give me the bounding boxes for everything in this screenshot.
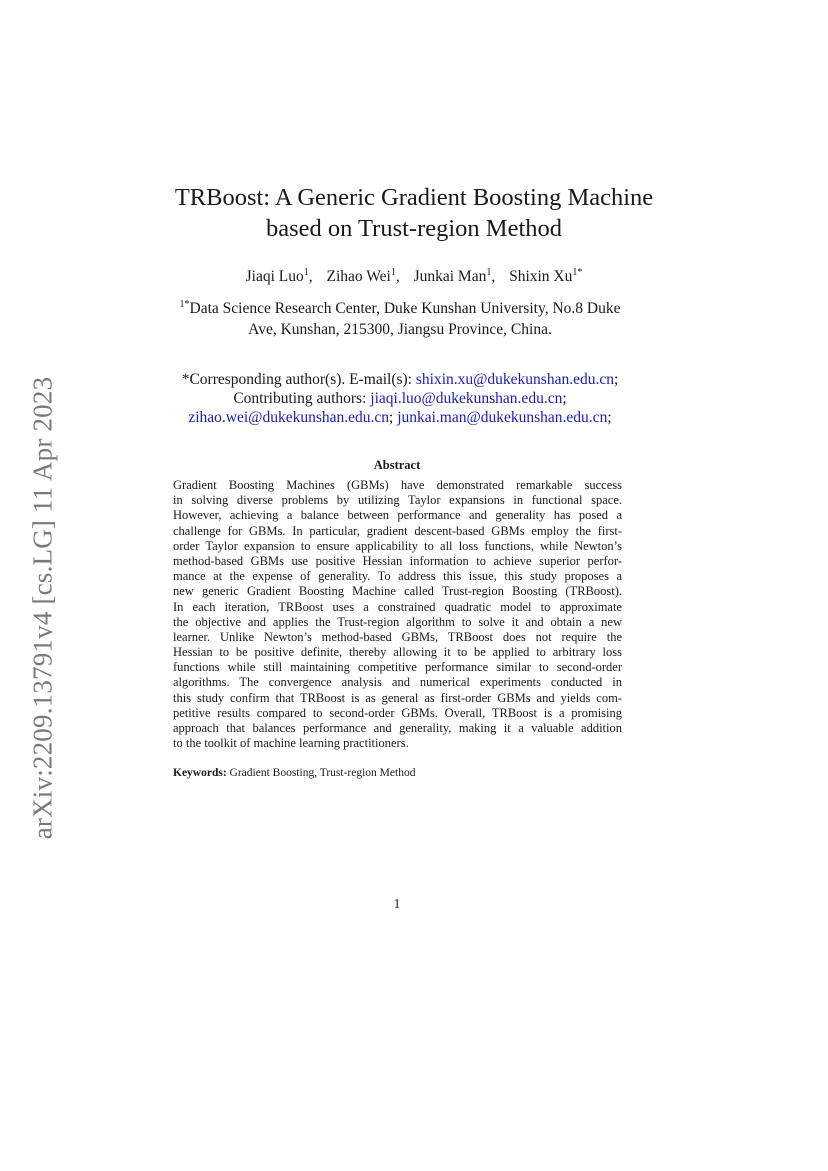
author-name: Zihao Wei [326, 268, 391, 285]
affiliation-line-2: Ave, Kunshan, 215300, Jiangsu Province, China. [248, 321, 552, 338]
corresponding-email-link[interactable]: shixin.xu@dukekunshan.edu.cn [415, 371, 614, 388]
email-separator: ; [607, 409, 612, 426]
paper-title [0, 182, 828, 244]
keywords [173, 767, 415, 779]
arxiv-identifier-stamp: arXiv:2209.13791v4 [cs.LG] 11 Apr 2023 [27, 376, 58, 840]
abstract-line: method-based GBMs use positive Hessian information to achieve superior perfor- [173, 553, 622, 568]
abstract-line: mance at the expense of generality. To address this issue, this study proposes a [173, 569, 622, 584]
contributing-label: Contributing authors: [233, 390, 367, 407]
abstract-line: algorithms. The convergence analysis and numerical experiments conducted in [173, 675, 622, 690]
title-line-2: based on Trust-region Method [265, 215, 563, 242]
abstract-heading: Abstract [373, 458, 421, 472]
author-name: Junkai Man [413, 268, 487, 285]
contributing-email-link[interactable]: jiaqi.luo@dukekunshan.edu.cn [370, 390, 563, 407]
contributing-email-link[interactable]: junkai.man@dukekunshan.edu.cn [397, 409, 608, 426]
contributing-line-2 [0, 408, 800, 427]
author-3: Junkai Man$^1$, [413, 267, 496, 285]
abstract-line: In each iteration, TRBoost uses a constrained quadratic model to approximate [173, 599, 622, 614]
abstract-line: in solving diverse problems by utilizing Taylor expansions in functional space. [173, 493, 622, 508]
abstract-line: functions while still maintaining competitive performance similar to second-order [173, 660, 622, 675]
abstract-line: Gradient Boosting Machines (GBMs) have demonstrated remarkable success [173, 478, 622, 492]
abstract-line: challenge for GBMs. In particular, gradient descent-based GBMs employ the first- [173, 523, 622, 538]
keywords-text: Gradient Boosting, Trust-region Method [229, 767, 416, 779]
contributing-line [0, 389, 800, 408]
affiliation-mark: 1* [179, 299, 190, 310]
author-4 [509, 268, 582, 285]
abstract-line: petitive results compared to second-order GBMs. Overall, TRBoost is a promising [173, 705, 622, 720]
author-1: Jiaqi Luo$^1$, [245, 267, 313, 285]
abstract-line: approach that balances performance and generality, making it a valuable addition [173, 721, 622, 735]
contributing-email-link[interactable]: zihao.wei@dukekunshan.edu.cn [188, 409, 389, 426]
author-list [0, 268, 828, 286]
abstract-line: this study confirm that TRBoost is as general as first-order GBMs and yields com- [173, 690, 622, 705]
abstract-line: order Taylor expansion to ensure applicability to all loss functions, while Newton’s [173, 538, 622, 553]
abstract-line: However, achieving a balance between performance and generality has posed a [173, 508, 622, 523]
page-number: 1 [393, 896, 401, 911]
affiliation [160, 298, 640, 340]
affiliation-text-1: Data Science Research Center, Duke Kunshan University, No.8 Duke [189, 300, 621, 317]
author-affiliation-mark: 1 [303, 267, 309, 278]
author-name: Jiaqi Luo [245, 268, 304, 285]
correspondence-block [0, 370, 800, 427]
title-line-1: TRBoost: A Generic Gradient Boosting Machine [174, 184, 654, 211]
abstract-line: the objective and applies the Trust-region algorithm to solve it and obtain a new [173, 614, 622, 629]
affiliation-line-1 [160, 298, 640, 319]
abstract-line: learner. Unlike Newton’s method-based GBMs, TRBoost does not require the [173, 629, 622, 644]
corresponding-line [0, 370, 800, 389]
author-name: Shixin Xu [509, 268, 573, 285]
abstract-line: Hessian to be positive definite, thereby allowing it to be applied to arbitrary loss [173, 645, 622, 660]
abstract-line: new generic Gradient Boosting Machine called Trust-region Boosting (TRBoost). [173, 584, 622, 599]
email-separator: ; [389, 409, 394, 426]
corresponding-label: *Corresponding author(s). E-mail(s): [181, 371, 412, 388]
email-separator: ; [562, 390, 567, 407]
abstract-body [173, 478, 622, 751]
abstract-line: to the toolkit of machine learning practitioners. [173, 736, 409, 751]
email-separator: ; [613, 371, 619, 388]
keywords-label: Keywords: [173, 767, 227, 779]
author-affiliation-mark: 1* [572, 267, 583, 278]
author-2: Zihao Wei$^1$, [326, 267, 400, 285]
author-affiliation-mark: 1 [486, 267, 492, 278]
author-affiliation-mark: 1 [390, 267, 396, 278]
